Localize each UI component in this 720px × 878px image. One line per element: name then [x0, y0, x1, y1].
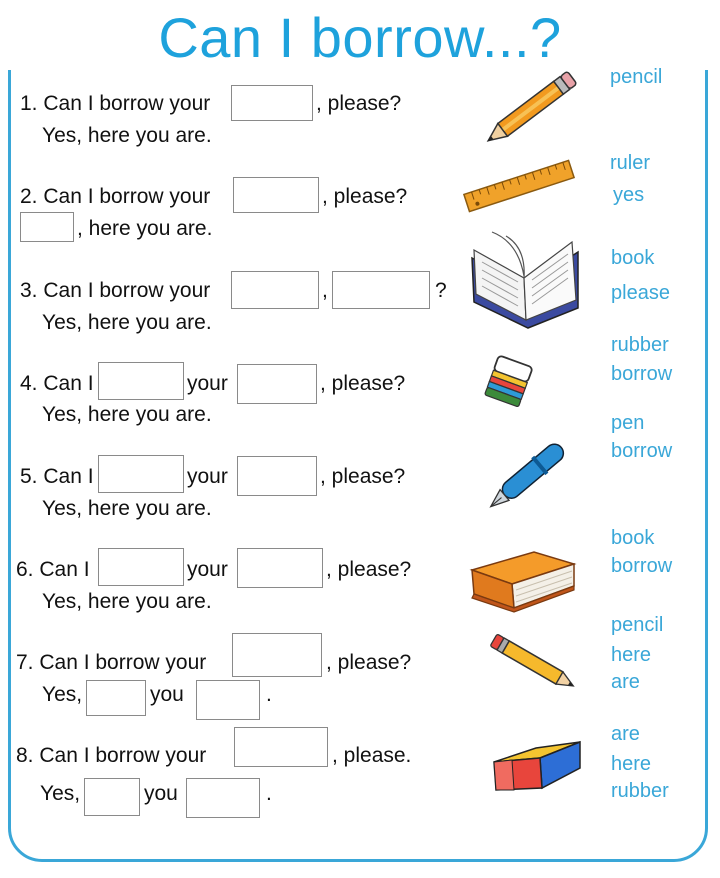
item-2-blank-1[interactable] [233, 177, 319, 213]
item-5-blank-1[interactable] [98, 455, 184, 493]
word-bank-8-word-3: rubber [611, 780, 669, 802]
item-7-you: you [150, 683, 184, 706]
item-3-blank-2[interactable] [332, 271, 430, 309]
item-8-period: . [266, 782, 272, 805]
item-8-yes: Yes, [40, 782, 81, 805]
item-7-text-end: , please? [326, 651, 412, 674]
pen-icon [470, 432, 582, 522]
item-3-blank-1[interactable] [231, 271, 319, 309]
open-book-icon [466, 228, 584, 332]
item-5-text-start: 5. Can I [20, 465, 94, 488]
item-3-question-mark: ? [435, 279, 447, 302]
item-6-answer: Yes, here you are. [42, 590, 212, 613]
item-6-blank-2[interactable] [237, 548, 323, 588]
item-7-blank-2[interactable] [86, 680, 146, 716]
word-bank-2-word-1: ruler [610, 152, 651, 174]
word-bank-4-word-1: rubber [611, 334, 669, 356]
item-2-blank-2[interactable] [20, 212, 74, 242]
closed-book-icon [462, 542, 580, 618]
word-bank-4-word-2: borrow [611, 363, 673, 385]
word-bank-3-word-1: book [611, 247, 655, 269]
word-bank-8-word-1: are [611, 723, 640, 745]
item-5-text-end: , please? [320, 465, 406, 488]
word-bank-7-word-2: here [611, 644, 652, 666]
item-7-yes: Yes, [42, 683, 83, 706]
item-4-blank-2[interactable] [237, 364, 317, 404]
item-2-text-start: 2. Can I borrow your [20, 185, 211, 208]
pencil-icon [474, 72, 584, 148]
item-6-text-middle: your [187, 558, 228, 581]
word-bank-2-word-2: yes [613, 184, 645, 206]
item-5-text-middle: your [187, 465, 228, 488]
item-8-text-end: , please. [332, 744, 412, 767]
word-bank-5-word-1: pen [611, 412, 645, 434]
item-7-text-start: 7. Can I borrow your [16, 651, 207, 674]
item-1-answer: Yes, here you are. [42, 124, 212, 147]
item-8-blank-3[interactable] [186, 778, 260, 818]
worksheet-title: Can I borrow...? [0, 6, 720, 70]
word-bank-8-word-2: here [611, 753, 652, 775]
pencil-icon [474, 626, 586, 696]
word-bank-7-word-1: pencil [611, 614, 664, 636]
eraser-icon [476, 350, 540, 416]
item-8-you: you [144, 782, 178, 805]
item-6-blank-1[interactable] [98, 548, 184, 586]
item-7-blank-3[interactable] [196, 680, 260, 720]
ruler-icon [460, 155, 578, 217]
item-2-text-end: , please? [322, 185, 408, 208]
word-bank-5-word-2: borrow [611, 440, 673, 462]
word-bank-3-word-2: please [611, 282, 670, 304]
item-4-blank-1[interactable] [98, 362, 184, 400]
item-8-blank-2[interactable] [84, 778, 140, 816]
item-5-answer: Yes, here you are. [42, 497, 212, 520]
item-4-text-end: , please? [320, 372, 406, 395]
item-6-text-start: 6. Can I [16, 558, 90, 581]
item-6-text-end: , please? [326, 558, 412, 581]
item-8-text-start: 8. Can I borrow your [16, 744, 207, 767]
eraser-icon [488, 732, 586, 798]
word-bank-6-word-1: book [611, 527, 655, 549]
item-5-blank-2[interactable] [237, 456, 317, 496]
item-2-answer: , here you are. [77, 217, 213, 240]
item-3-text-start: 3. Can I borrow your [20, 279, 211, 302]
item-1-blank[interactable] [231, 85, 313, 121]
item-7-period: . [266, 683, 272, 706]
item-4-answer: Yes, here you are. [42, 403, 212, 426]
item-4-text-middle: your [187, 372, 228, 395]
item-1-text-start: 1. Can I borrow your [20, 92, 211, 115]
item-8-blank-1[interactable] [234, 727, 328, 767]
item-3-comma: , [322, 279, 328, 302]
item-1-text-end: , please? [316, 92, 402, 115]
word-bank-7-word-3: are [611, 671, 640, 693]
item-4-text-start: 4. Can I [20, 372, 94, 395]
word-bank-1-word-1: pencil [610, 66, 663, 88]
item-3-answer: Yes, here you are. [42, 311, 212, 334]
item-7-blank-1[interactable] [232, 633, 322, 677]
word-bank-6-word-2: borrow [611, 555, 673, 577]
